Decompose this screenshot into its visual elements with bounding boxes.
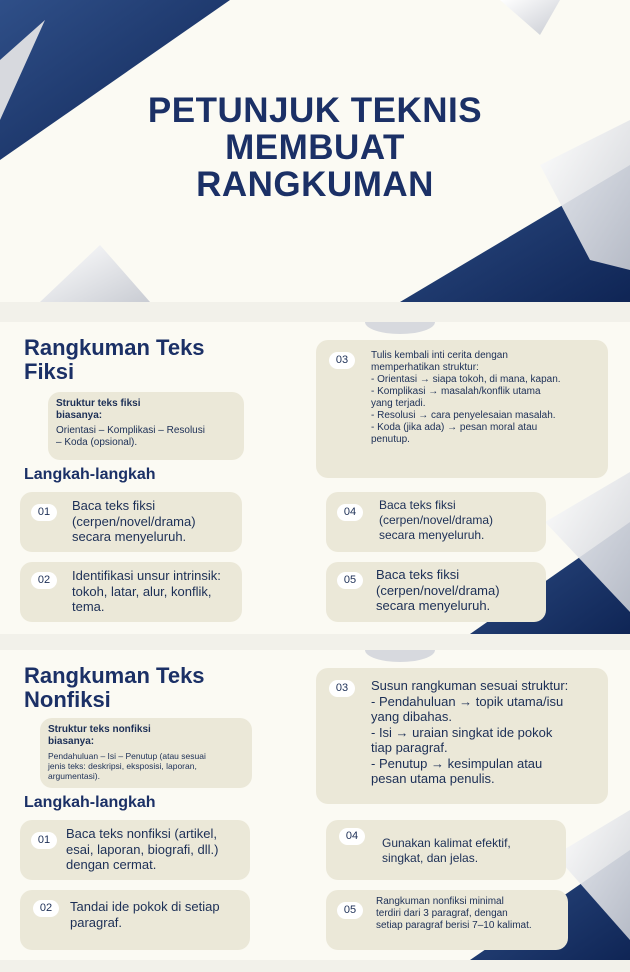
nonfiksi-step-01: [20, 820, 250, 880]
fiksi-section: [0, 322, 630, 634]
fiksi-step-01: [20, 492, 242, 552]
fiksi-heading: Rangkuman Teks Fiksi: [24, 335, 205, 384]
structure-value: Orientasi – Komplikasi – Resolusi – Koda (opsional).: [56, 425, 205, 448]
step-number-badge: 04: [337, 504, 363, 521]
step-text: Baca teks nonfiksi (artikel, esai, laporan, biografi, dll.) dengan cermat.: [66, 826, 219, 872]
fiksi-step-02: [20, 562, 242, 622]
step-number-badge: 01: [31, 832, 57, 849]
step-text: Tandai ide pokok di setiap paragraf.: [70, 899, 220, 930]
nonfiksi-step-05: [326, 890, 568, 950]
fiksi-step-05: [326, 562, 546, 622]
step-number-badge: 05: [337, 902, 363, 919]
fiksi-structure-box: [48, 392, 244, 460]
step-text: Rangkuman nonfiksi minimal terdiri dari 3 paragraf, dengan setiap paragraf berisi 7–10 kalimat.: [376, 896, 532, 931]
step-number-badge: 03: [329, 352, 355, 369]
nonfiksi-structure-box: [40, 718, 252, 788]
step-number-badge: 04: [339, 828, 365, 845]
nonfiksi-steps-heading: Langkah-langkah: [24, 794, 156, 811]
step-text: Gunakan kalimat efektif, singkat, dan jelas.: [382, 836, 511, 865]
nonfiksi-section: [0, 650, 630, 960]
nonfiksi-heading: Rangkuman Teks Nonfiksi: [24, 663, 205, 712]
nonfiksi-step-04: [326, 820, 566, 880]
step-text: Baca teks fiksi (cerpen/novel/drama) secara menyeluruh.: [379, 498, 494, 542]
step-text: Tulis kembali inti cerita dengan memperhatikan struktur: - Orientasi → siapa tokoh, di mana, kapan. - Komplikasi → masalah/konflik utama yang terjadi. - Resolusi → cara penyelesaian masalah. - Koda (jika ada) → pesan moral atau penutup.: [371, 350, 561, 445]
step-number-badge: 03: [329, 680, 355, 697]
page-title: PETUNJUK TEKNIS MEMBUAT RANGKUMAN: [147, 91, 483, 204]
structure-value: Pendahuluan – Isi – Penutup (atau sesuai jenis teks: deskripsi, eksposisi, laporan, argumentasi).: [48, 751, 206, 781]
nonfiksi-step-03: [316, 668, 608, 804]
structure-label: Struktur teks fiksi biasanya:: [56, 398, 141, 421]
nonfiksi-step-02: [20, 890, 250, 950]
fiksi-step-04: [326, 492, 546, 552]
header-section: [0, 0, 630, 302]
step-number-badge: 05: [337, 572, 363, 589]
fiksi-step-03: [316, 340, 608, 478]
step-text: Susun rangkuman sesuai struktur: - Pendahuluan → topik utama/isu yang dibahas. - Isi → uraian singkat ide pokok tiap paragraf. - Penutup → kesimpulan atau pesan utama penulis.: [371, 678, 569, 786]
step-text: Baca teks fiksi (cerpen/novel/drama) secara menyeluruh.: [376, 567, 500, 613]
step-number-badge: 02: [33, 900, 59, 917]
fiksi-steps-heading: Langkah-langkah: [24, 466, 156, 483]
step-number-badge: 02: [31, 572, 57, 589]
step-number-badge: 01: [31, 504, 57, 521]
step-text: Identifikasi unsur intrinsik: tokoh, latar, alur, konflik, tema.: [72, 568, 221, 614]
structure-label: Struktur teks nonfiksi biasanya:: [48, 724, 151, 747]
step-text: Baca teks fiksi (cerpen/novel/drama) secara menyeluruh.: [72, 498, 196, 544]
